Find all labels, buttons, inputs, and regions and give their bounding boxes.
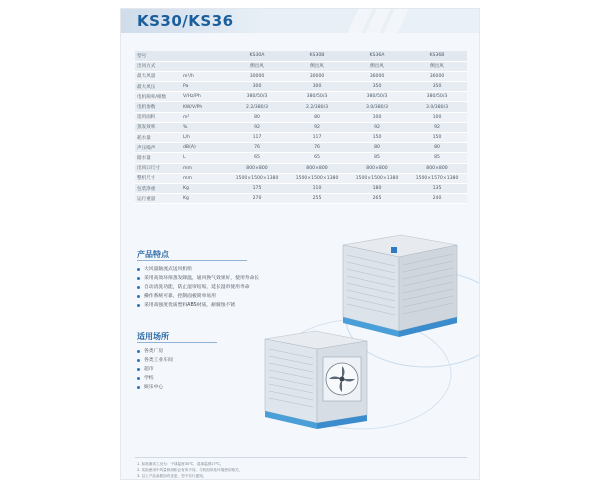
value-cell: 150: [407, 133, 467, 143]
value-cell: 92: [227, 122, 287, 132]
value-cell: 92: [347, 122, 407, 132]
value-cell: 3.0/380/3: [407, 102, 467, 112]
table-row: [135, 112, 467, 122]
table-row: [135, 194, 467, 204]
table-row: [135, 71, 467, 81]
row-label: 电机参数: [135, 102, 181, 112]
value-cell: 180: [347, 183, 407, 193]
table-row: [135, 143, 467, 153]
air-cooler-top-discharge-image: [339, 231, 459, 341]
list-item: 大风量轴流式送风机组: [137, 265, 259, 274]
value-cell: 117: [227, 133, 287, 143]
row-label: 适用面积: [135, 112, 181, 122]
bullet-dot: [137, 368, 140, 371]
value-cell: 300: [287, 82, 347, 92]
value-cell: 350: [347, 82, 407, 92]
value-cell: 36000: [347, 71, 407, 81]
value-cell: 800×800: [347, 163, 407, 173]
unit-cell: [181, 61, 227, 71]
value-cell: 36000: [407, 71, 467, 81]
value-cell: 92: [287, 122, 347, 132]
bullet-dot: [137, 304, 140, 307]
row-label: 蒸发效率: [135, 122, 181, 132]
value-cell: 85: [347, 153, 407, 163]
value-cell: 100: [347, 112, 407, 122]
list-item: 各类工业车间: [137, 356, 173, 365]
list-item: 采用高效环保蒸发降温，通风换气效果好，使用寿命长: [137, 274, 259, 283]
value-cell: 800×800: [407, 163, 467, 173]
value-cell: 30000: [227, 71, 287, 81]
unit-cell: mm: [181, 163, 227, 173]
section-divider: [137, 342, 217, 343]
features-title: 产品特点: [137, 250, 169, 259]
value-cell: 85: [407, 153, 467, 163]
unit-cell: dB(A): [181, 143, 227, 153]
applications-title: 适用场所: [137, 332, 169, 341]
bullet-dot: [137, 295, 140, 298]
applications-list: [137, 347, 173, 392]
value-cell: 800×800: [227, 163, 287, 173]
value-cell: 380/50/3: [287, 92, 347, 102]
value-cell: 侧出风: [287, 61, 347, 71]
value-cell: 2.2/380/3: [287, 102, 347, 112]
value-cell: 92: [407, 122, 467, 132]
table-row: [135, 173, 467, 183]
value-cell: 100: [407, 112, 467, 122]
header-cell: KS36A: [347, 51, 407, 61]
value-cell: 80: [227, 112, 287, 122]
unit-cell: V/Hz/Ph: [181, 92, 227, 102]
row-label: 出风口尺寸: [135, 163, 181, 173]
value-cell: 76: [227, 143, 287, 153]
header-cell: KS30A: [227, 51, 287, 61]
bullet-dot: [137, 377, 140, 380]
row-label: 储水量: [135, 153, 181, 163]
value-cell: 80: [407, 143, 467, 153]
value-cell: 3.0/380/3: [347, 102, 407, 112]
value-cell: 80: [347, 143, 407, 153]
list-item: 各类厂房: [137, 347, 173, 356]
value-cell: 380/50/3: [347, 92, 407, 102]
footnote: 1. 标准测试工况为：干球温度35℃，湿球温度27℃。: [137, 462, 224, 466]
header-cell: KS30B: [287, 51, 347, 61]
value-cell: 76: [287, 143, 347, 153]
value-cell: 150: [347, 133, 407, 143]
spec-table-header: [135, 51, 467, 61]
table-row: [135, 102, 467, 112]
unit-cell: KW/V/Ph: [181, 102, 227, 112]
value-cell: 135: [407, 183, 467, 193]
row-label: 电机频率/相数: [135, 92, 181, 102]
unit-cell: %: [181, 122, 227, 132]
table-row: [135, 153, 467, 163]
spec-table: [135, 51, 467, 204]
value-cell: 2.2/380/3: [227, 102, 287, 112]
table-row: [135, 92, 467, 102]
bullet-dot: [137, 359, 140, 362]
footnote: 2. 实际使用中风量和面积会有所不同，与机组所处环境密切相关。: [137, 468, 243, 472]
table-row: [135, 122, 467, 132]
value-cell: 80: [287, 112, 347, 122]
row-label: 运行重量: [135, 194, 181, 204]
value-cell: 110: [287, 183, 347, 193]
value-cell: 255: [287, 194, 347, 204]
row-label: 出风方式: [135, 61, 181, 71]
bullet-dot: [137, 286, 140, 289]
value-cell: 350: [407, 82, 467, 92]
value-cell: 65: [227, 153, 287, 163]
bullet-dot: [137, 268, 140, 271]
value-cell: 1500×1500×1380: [287, 173, 347, 183]
list-item: 超市: [137, 365, 173, 374]
value-cell: 1500×1570×1380: [407, 173, 467, 183]
value-cell: 侧出风: [407, 61, 467, 71]
list-item: 操作系统可靠，控制面板简单易用: [137, 292, 259, 301]
bullet-dot: [137, 350, 140, 353]
header-cell: KS36B: [407, 51, 467, 61]
table-row: [135, 82, 467, 92]
brochure-page: [120, 8, 480, 480]
value-cell: 300: [227, 82, 287, 92]
header-banner: [121, 9, 480, 33]
header-cell: 型号: [135, 51, 181, 61]
row-label: 最大风量: [135, 71, 181, 81]
list-item: 自动清洗功能，防止湿帘结垢，延长湿帘使用寿命: [137, 283, 259, 292]
page-title: KS30/KS36: [137, 12, 234, 30]
unit-cell: mm: [181, 173, 227, 183]
unit-cell: L: [181, 153, 227, 163]
row-label: 包装净重: [135, 183, 181, 193]
header-cell: [181, 51, 227, 61]
unit-cell: L/h: [181, 133, 227, 143]
table-row: [135, 183, 467, 193]
table-row: [135, 133, 467, 143]
value-cell: 1500×1500×1380: [347, 173, 407, 183]
value-cell: 380/50/3: [407, 92, 467, 102]
row-label: 声压噪声: [135, 143, 181, 153]
value-cell: 侧出风: [227, 61, 287, 71]
value-cell: 侧出风: [347, 61, 407, 71]
value-cell: 800×800: [287, 163, 347, 173]
footnote-divider: [135, 457, 467, 458]
bullet-dot: [137, 277, 140, 280]
section-divider: [137, 260, 247, 261]
table-row: [135, 163, 467, 173]
table-row: [135, 61, 467, 71]
list-item: 娱乐中心: [137, 383, 173, 392]
row-label: 最大风压: [135, 82, 181, 92]
unit-cell: Kg: [181, 183, 227, 193]
features-list: [137, 265, 259, 310]
value-cell: 270: [227, 194, 287, 204]
unit-cell: Kg: [181, 194, 227, 204]
value-cell: 265: [347, 194, 407, 204]
footnote: 3. 以上产品参数如有变更，恕不另行通知。: [137, 474, 207, 478]
value-cell: 117: [287, 133, 347, 143]
brand-logo-icon: [391, 247, 397, 253]
value-cell: 30000: [287, 71, 347, 81]
value-cell: 240: [407, 194, 467, 204]
unit-cell: m³/h: [181, 71, 227, 81]
row-label: 耗水量: [135, 133, 181, 143]
list-item: 采用高强度优质塑料ABS材质，耐腐蚀不锈: [137, 301, 259, 310]
value-cell: 380/50/3: [227, 92, 287, 102]
value-cell: 1500×1500×1380: [227, 173, 287, 183]
row-label: 整机尺寸: [135, 173, 181, 183]
air-cooler-side-discharge-image: [261, 327, 371, 437]
footnotes: [137, 461, 242, 479]
bullet-dot: [137, 386, 140, 389]
unit-cell: m²: [181, 112, 227, 122]
unit-cell: Pa: [181, 82, 227, 92]
list-item: 学校: [137, 374, 173, 383]
value-cell: 175: [227, 183, 287, 193]
value-cell: 65: [287, 153, 347, 163]
